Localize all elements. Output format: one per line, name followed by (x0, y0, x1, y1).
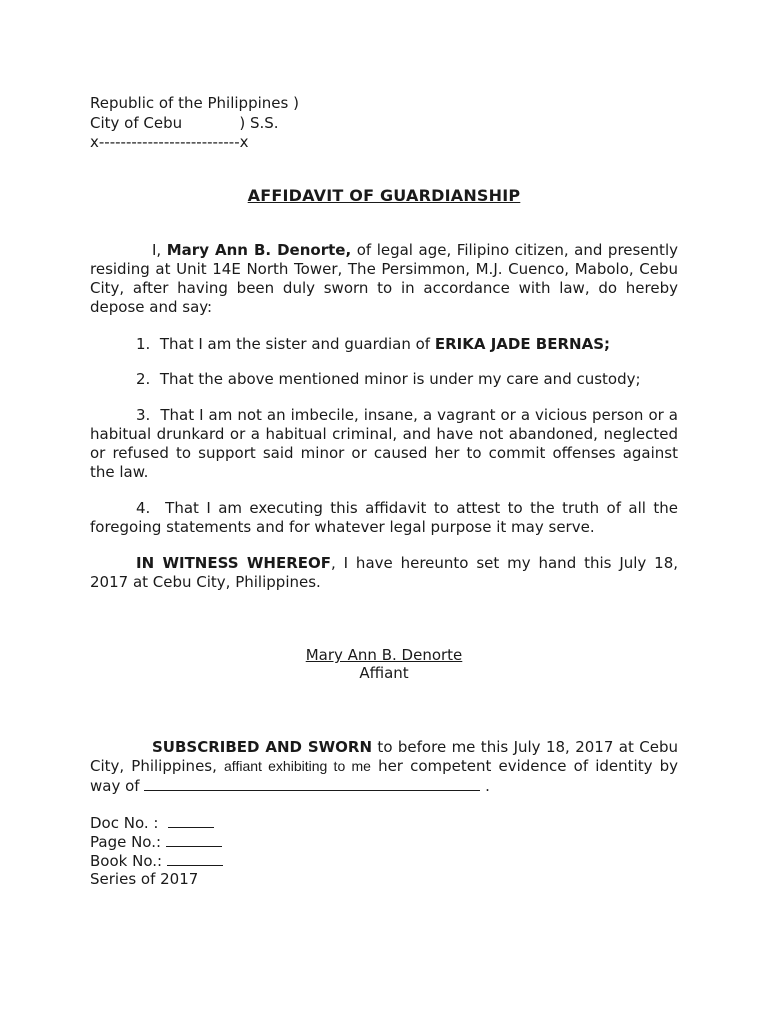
doc-no-label: Doc No. : (90, 814, 159, 832)
venue-republic: Republic of the Philippines ) (90, 94, 299, 112)
item-text: That I am not an imbecile, insane, a vagrant or a vicious person or a habitual drunkard or a habitual criminal, and have not abandoned, neglected or refused to support said minor or caused her to commit offenses against the law. (90, 406, 678, 481)
doc-no-blank (168, 813, 214, 828)
jurat-small-text: affiant exhibiting to me (224, 758, 371, 774)
jurat-lead: SUBSCRIBED AND SWORN (152, 738, 373, 756)
jurat-paragraph (90, 738, 678, 796)
item-number: 2. (136, 370, 151, 388)
item-number: 3. (136, 406, 151, 424)
minor-name: ERIKA JADE BERNAS; (434, 335, 610, 353)
page-no-blank (166, 832, 222, 847)
document-title: AFFIDAVIT OF GUARDIANSHIP (247, 186, 521, 205)
witness-text: , I have hereunto set my hand this July 18, 2017 at Cebu City, Philippines. (90, 554, 679, 591)
item-number: 1. (136, 335, 151, 353)
list-item (90, 335, 678, 354)
signature-name: Mary Ann B. Denorte (305, 646, 463, 664)
intro-body: of legal age, Filipino citizen, and presently residing at Unit 14E North Tower, The Persimmon, M.J. Cuenco, Mabolo, Cebu City, after having been duly sworn to in accordance with law, do hereby depose and say: (90, 241, 678, 316)
affiant-name-inline: Mary Ann B. Denorte, (166, 241, 352, 259)
witness-paragraph (90, 554, 678, 592)
list-item (90, 499, 678, 537)
jurat-text-1: to before me this July 18, 2017 at Cebu City, Philippines, (90, 738, 678, 775)
book-no-blank (167, 851, 223, 866)
venue-separator: x--------------------------x (90, 133, 249, 151)
page-no-row (90, 832, 222, 852)
witness-lead: IN WITNESS WHEREOF (136, 554, 332, 572)
book-no-label: Book No.: (90, 852, 163, 870)
item-text: That the above mentioned minor is under my care and custody; (159, 370, 641, 388)
intro-paragraph (90, 241, 678, 317)
item-text: That I am the sister and guardian of (159, 335, 435, 353)
doc-no-row (90, 813, 214, 833)
jurat-end: . (480, 777, 490, 795)
intro-prefix: I, (152, 241, 167, 259)
jurat-text-2: her competent evidence of identity by way of (90, 757, 678, 795)
item-text: That I am executing this affidavit to attest to the truth of all the foregoing statements and for whatever legal purpose it may serve. (90, 499, 678, 536)
signature-role: Affiant (359, 664, 409, 682)
list-item (90, 406, 678, 482)
venue-city: City of Cebu ) S.S. (90, 114, 279, 132)
item-number: 4. (136, 499, 151, 517)
identity-blank (144, 776, 480, 791)
page-no-label: Page No.: (90, 833, 162, 851)
book-no-row (90, 851, 223, 871)
series-label: Series of 2017 (90, 870, 199, 888)
list-item (90, 370, 678, 389)
